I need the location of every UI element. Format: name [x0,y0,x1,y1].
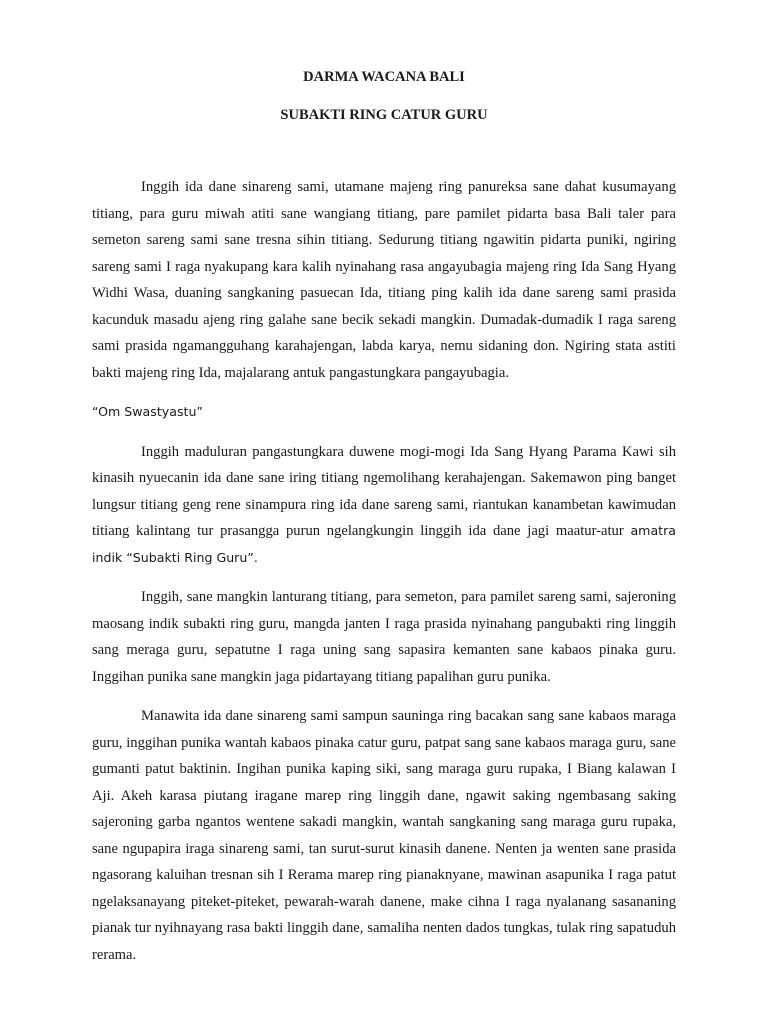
paragraph-opening: Inggih ida dane sinareng sami, utamane majeng ring panureksa sane dahat kusumayang titiang, para guru miwah atiti sane wangiang titiang, pare pamilet pidarta basa Bali taler para semeton sareng sami sane tresna sihin titiang. Sedurung titiang ngawitin pidarta puniki, ngiring sareng sami I raga nyakupang kara kalih nyinahang rasa angayubagia majeng ring Ida Sang Hyang Widhi Wasa, duaning sangkaning pasuecan Ida, titiang ping kalih ida dane sareng sami prasida kacunduk masadu ajeng ring galahe sane becik sekadi mangkin. Dumadak-dumadik I raga sareng sami prasida ngamangguhang karahajengan, labda karya, nemu sidaning don. Ngiring stata astiti bakti majeng ring Ida, majalarang antuk pangastungkara pangayubagia. [92,179,676,381]
paragraph-transition: Inggih, sane mangkin lanturang titiang, para semeton, para pamilet sareng sami, sajeroning maosang indik subakti ring guru, mangda janten I raga prasida nyinahang pangubakti ring linggih sang meraga guru, sepatutne I raga uning sang sapasira kemanten sane kabaos pinaka guru. Inggihan punika sane mangkin jaga pidartayang titiang papalihan guru punika. [92,589,676,685]
document-body [92,174,676,968]
document-subtitle: SUBAKTI RING CATUR GURU [280,107,488,123]
paragraph-introduction-text: Inggih maduluran pangastungkara duwene mogi-mogi Ida Sang Hyang Parama Kawi sih kinasih nyuecanin ida dane sane iring titiang ngemolihang kerahajengan. Sakemawon ping banget lungsur titiang geng rene sinampura ring ida dane sareng sami, riantukan kanambetan kawimudan titiang kalintang tur prasangga purun ngelangkungin linggih ida dane jagi maatur-atur [92,443,676,539]
speech-topic: amatra indik “Subakti Ring Guru”. [92,523,676,565]
greeting-line: “Om Swastyastu” [92,404,203,419]
paragraph-catur-guru: Manawita ida dane sinareng sami sampun sauninga ring bacakan sang sane kabaos maraga guru, inggihan punika wantah kabaos pinaka catur guru, patpat sang sane kabaos maraga guru, sane gumanti patut baktinin. Ingihan punika kaping siki, sang maraga guru rupaka, I Biang kalawan I Aji. Akeh karasa piutang iragane marep ring linggih dane, ngawit saking ngembasang saking sajeroning garba ngantos wentene sakadi mangkin, wantah sangkaning sang maraga guru rupaka, sane ngupapira iraga sinareng sami, tan surut-surut kinasih danene. Nenten ja wenten sane prasida ngasorang kaluihan tresnan sih I Rerama marep ring pianaknyane, mawinan asapunika I raga patut ngelaksanayang piteket-piteket, pewarah-warah danene, make cihna I raga nyalanang sasananing pianak tur nyihnayang rasa bakti linggih dane, samaliha nenten dados tungkas, tulak ring sapatuduh rerama. [92,708,676,963]
document-title: DARMA WACANA BALI [303,69,465,85]
paragraph-introduction [92,439,676,572]
